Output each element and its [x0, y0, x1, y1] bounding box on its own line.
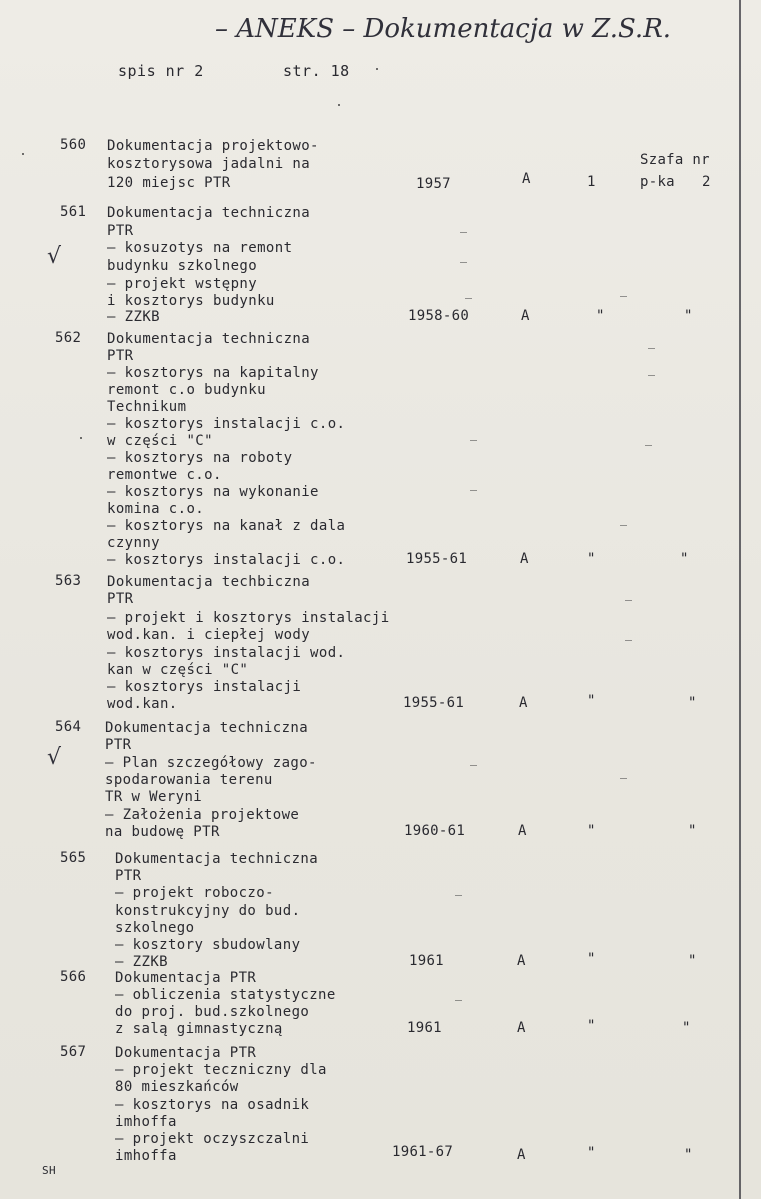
entry-nr: "	[680, 551, 689, 567]
entry-year: 1961-67	[392, 1144, 454, 1160]
dash-mark	[648, 348, 655, 349]
footer-mark: SH	[42, 1164, 57, 1177]
page-number: str. 18	[283, 62, 350, 80]
entry-line: – Założenia projektowe	[105, 807, 300, 823]
dash-mark	[460, 262, 467, 263]
list-number: spis nr 2	[118, 62, 204, 80]
entry-line: Dokumentacja PTR	[115, 970, 257, 986]
entry-number: 567	[60, 1044, 87, 1060]
entry-nr: "	[688, 823, 697, 839]
entry-line: – kosztorys na kapitalny	[107, 365, 319, 381]
dot-mark	[338, 104, 340, 106]
entry-line: PTR	[105, 737, 132, 753]
entry-line: – kosztorys na osadnik	[115, 1097, 310, 1113]
dash-mark	[465, 298, 472, 299]
entry-nr: "	[688, 695, 697, 711]
handwritten-title: – ANEKS – Dokumentacja w Z.S.R.	[215, 14, 672, 44]
entry-line: – projekt wstępny	[107, 276, 258, 292]
entry-line: w części "C"	[107, 433, 213, 449]
entry-szafa: "	[587, 1145, 596, 1161]
entry-line: czynny	[107, 535, 160, 551]
entry-line: – ZZKB	[107, 309, 160, 325]
dash-mark	[620, 778, 627, 779]
dash-mark	[455, 1000, 462, 1001]
dash-mark	[470, 765, 477, 766]
entry-line: – kosztorys instalacji	[107, 679, 302, 695]
entry-category: A	[521, 308, 530, 324]
entry-line: – projekt i kosztorys instalacji	[107, 610, 390, 626]
entry-line: PTR	[115, 868, 142, 884]
entry-line: – obliczenia statystyczne	[115, 987, 336, 1003]
entry-line: 80 mieszkańców	[115, 1079, 239, 1095]
entry-number: 564	[55, 719, 82, 735]
entry-line: Dokumentacja projektowo-	[107, 138, 319, 154]
entry-number: 563	[55, 573, 82, 589]
dash-mark	[625, 640, 632, 641]
entry-line: budynku szkolnego	[107, 258, 258, 274]
checkmark-icon: √	[47, 745, 62, 770]
entry-number: 560	[60, 137, 87, 153]
entry-year: 1955-61	[406, 551, 468, 567]
entry-line: Dokumentacja PTR	[115, 1045, 257, 1061]
entry-line: kosztorysowa jadalni na	[107, 156, 311, 172]
entry-line: imhoffa	[115, 1114, 177, 1130]
entry-szafa: "	[596, 308, 605, 324]
entry-line: – projekt teczniczny dla	[115, 1062, 327, 1078]
entry-line: – Plan szczegółowy zago-	[105, 755, 317, 771]
dash-mark	[460, 232, 467, 233]
entry-szafa: "	[587, 1018, 596, 1034]
dot-mark	[22, 153, 24, 155]
dash-mark	[470, 490, 477, 491]
entry-line: – projekt oczyszczalni	[115, 1131, 310, 1147]
entry-line: szkolnego	[115, 920, 195, 936]
entry-line: – kosuzotys na remont	[107, 240, 293, 256]
entry-line: TR w Weryni	[105, 789, 203, 805]
entry-line: – kosztorys na wykonanie	[107, 484, 319, 500]
entry-line: – projekt roboczo-	[115, 885, 274, 901]
entry-line: komina c.o.	[107, 501, 205, 517]
entry-year: 1955-61	[403, 695, 465, 711]
entry-szafa: "	[587, 551, 596, 567]
entry-line: – kosztorys na kanał z dala	[107, 518, 346, 534]
dash-mark	[455, 895, 462, 896]
page-edge-line	[739, 0, 741, 1199]
entry-line: – kosztorys instalacji c.o.	[107, 416, 346, 432]
dash-mark	[625, 600, 632, 601]
entry-line: PTR	[107, 223, 134, 239]
entry-nr: 2	[702, 174, 711, 190]
entry-line: – kosztory sbudowlany	[115, 937, 301, 953]
entry-szafa: 1	[587, 174, 596, 190]
entry-line: – kosztorys na roboty	[107, 450, 293, 466]
dash-mark	[645, 445, 652, 446]
dash-mark	[470, 440, 477, 441]
entry-line: spodarowania terenu	[105, 772, 273, 788]
entry-category: A	[522, 171, 531, 187]
entry-year: 1961	[407, 1020, 442, 1036]
entry-year: 1958-60	[408, 308, 470, 324]
entry-line: imhoffa	[115, 1148, 177, 1164]
entry-line: 120 miejsc PTR	[107, 175, 231, 191]
entry-year: 1960-61	[404, 823, 466, 839]
entry-szafa: "	[587, 951, 596, 967]
entry-line: Dokumentacja techniczna	[107, 205, 311, 221]
dot-mark	[376, 68, 378, 70]
entry-line: – kosztorys instalacji c.o.	[107, 552, 346, 568]
entry-line: wod.kan. i ciepłej wody	[107, 627, 311, 643]
entry-category: A	[519, 695, 528, 711]
entry-number: 561	[60, 204, 87, 220]
entry-line: – ZZKB	[115, 954, 168, 970]
entry-nr: "	[688, 953, 697, 969]
entry-polka: p-ka	[640, 174, 675, 190]
entry-line: na budowę PTR	[105, 824, 220, 840]
entry-szafa: "	[587, 693, 596, 709]
dash-mark	[648, 375, 655, 376]
entry-szafa: "	[587, 823, 596, 839]
entry-line: konstrukcyjny do bud.	[115, 903, 301, 919]
dot-mark	[80, 437, 82, 439]
entry-category: A	[517, 1147, 526, 1163]
entry-number: 562	[55, 330, 82, 346]
entry-line: PTR	[107, 591, 134, 607]
entry-category: A	[517, 953, 526, 969]
entry-year: 1961	[409, 953, 444, 969]
entry-line: Dokumentacja techniczna	[107, 331, 311, 347]
entry-line: Dokumentacja techniczna	[105, 720, 309, 736]
entry-line: wod.kan.	[107, 696, 178, 712]
entry-nr: "	[684, 308, 693, 324]
dash-mark	[620, 525, 627, 526]
entry-category: A	[520, 551, 529, 567]
entry-line: remontwe c.o.	[107, 467, 222, 483]
entry-line: – kosztorys instalacji wod.	[107, 645, 346, 661]
entry-category: A	[518, 823, 527, 839]
checkmark-icon: √	[47, 244, 62, 269]
entry-line: Dokumentacja techniczna	[115, 851, 319, 867]
entry-nr: "	[682, 1020, 691, 1036]
entry-line: do proj. bud.szkolnego	[115, 1004, 310, 1020]
entry-line: PTR	[107, 348, 134, 364]
entry-number: 565	[60, 850, 87, 866]
entry-category: A	[517, 1020, 526, 1036]
dash-mark	[620, 296, 627, 297]
entry-line: kan w części "C"	[107, 662, 249, 678]
entry-number: 566	[60, 969, 87, 985]
entry-nr: "	[684, 1147, 693, 1163]
entry-line: Technikum	[107, 399, 187, 415]
entry-year: 1957	[416, 176, 451, 192]
entry-line: i kosztorys budynku	[107, 293, 275, 309]
entry-line: remont c.o budynku	[107, 382, 266, 398]
column-header-szafa: Szafa nr	[640, 152, 710, 168]
entry-line: z salą gimnastyczną	[115, 1021, 283, 1037]
entry-line: Dokumentacja techbiczna	[107, 574, 311, 590]
